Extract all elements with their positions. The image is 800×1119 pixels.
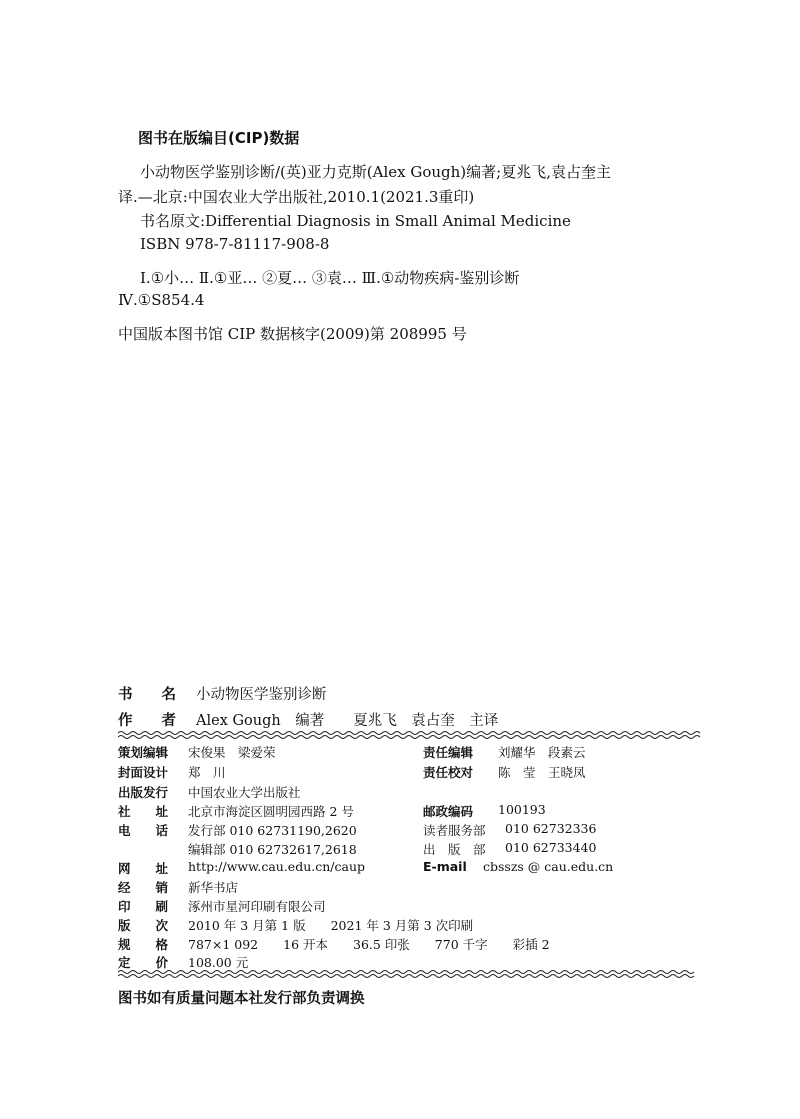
- row-planning: [118, 743, 706, 763]
- planning-label: 策划编辑: [118, 745, 169, 760]
- phone2-value: 编辑部 010 62732617,2618: [188, 842, 357, 857]
- editor-value: 刘耀华 段素云: [498, 745, 586, 760]
- cip-line-2: 译.—北京:中国农业大学出版社,2010.1(2021.3重印): [118, 188, 475, 206]
- edition-value: 2010 年 3 月第 1 版 2021 年 3 月第 3 次印刷: [188, 918, 474, 933]
- cip-line-1: 小动物医学鉴别诊断/(英)亚力克斯(Alex Gough)编著;夏兆飞,袁占奎主: [140, 163, 611, 181]
- row-phone-1: [118, 821, 706, 841]
- book-name-value: 小动物医学鉴别诊断: [196, 687, 327, 703]
- edition-label: 版 次: [118, 918, 169, 933]
- web-value: http://www.cau.edu.cn/caup: [188, 859, 365, 874]
- pubdept-label: 出 版 部: [423, 842, 486, 857]
- reader-value: 010 62732336: [505, 821, 597, 836]
- book-author-label: 作 者: [118, 713, 176, 729]
- cip-line-3: 书名原文:Differential Diagnosis in Small Animal Medicine: [140, 212, 571, 230]
- book-author-value: Alex Gough 编著 夏兆飞 袁占奎 主译: [196, 713, 499, 729]
- cover-value: 郑 川: [188, 765, 226, 780]
- publisher-value: 中国农业大学出版社: [188, 785, 301, 800]
- proof-label: 责任校对: [423, 765, 474, 780]
- cip-line-6: Ⅳ.①S854.4: [118, 291, 205, 309]
- spec-value: 787×1 092 16 开本 36.5 印张 770 千字 彩插 2: [188, 937, 550, 952]
- row-distribution: [118, 878, 706, 898]
- row-address: [118, 802, 706, 822]
- row-edition: [118, 916, 706, 936]
- address-label: 社 址: [118, 804, 169, 819]
- print-value: 涿州市星河印刷有限公司: [188, 899, 326, 914]
- row-printing: [118, 897, 706, 917]
- phone1-value: 发行部 010 62731190,2620: [188, 823, 357, 838]
- spec-label: 规 格: [118, 937, 169, 952]
- cover-label: 封面设计: [118, 765, 169, 780]
- row-phone-2: [118, 840, 706, 860]
- cip-line-5: Ⅰ.①小… Ⅱ.①亚… ②夏… ③袁… Ⅲ.①动物疾病-鉴别诊断: [140, 269, 520, 287]
- row-spec: [118, 935, 706, 955]
- email-label: E-mail: [423, 859, 467, 874]
- wavy-divider-top: [118, 731, 706, 739]
- row-cover: [118, 763, 706, 783]
- price-value: 108.00 元: [188, 955, 249, 970]
- web-label: 网 址: [118, 861, 169, 876]
- planning-value: 宋俊果 梁爱荣: [188, 745, 276, 760]
- cip-heading: 图书在版编目(CIP)数据: [138, 129, 300, 147]
- wavy-divider-bottom: [118, 970, 706, 978]
- phone-label: 电 话: [118, 823, 169, 838]
- row-publisher: [118, 783, 706, 803]
- price-label: 定 价: [118, 955, 169, 970]
- postcode-label: 邮政编码: [423, 804, 474, 819]
- editor-label: 责任编辑: [423, 745, 474, 760]
- email-value: cbsszs @ cau.edu.cn: [483, 859, 614, 874]
- proof-value: 陈 莹 王晓凤: [498, 765, 586, 780]
- row-web: [118, 859, 706, 879]
- print-label: 印 刷: [118, 899, 169, 914]
- cip-line-7: 中国版本图书馆 CIP 数据核字(2009)第 208995 号: [118, 325, 467, 343]
- address-value: 北京市海淀区圆明园西路 2 号: [188, 804, 354, 819]
- pubdept-value: 010 62733440: [505, 840, 597, 855]
- postcode-value: 100193: [498, 802, 546, 817]
- reader-label: 读者服务部: [423, 823, 486, 838]
- dist-value: 新华书店: [188, 880, 239, 895]
- dist-label: 经 销: [118, 880, 169, 895]
- book-name-label: 书 名: [118, 687, 176, 703]
- cip-line-4: ISBN 978-7-81117-908-8: [140, 235, 330, 253]
- footer-note: 图书如有质量问题本社发行部负责调换: [118, 991, 365, 1007]
- publisher-label: 出版发行: [118, 785, 169, 800]
